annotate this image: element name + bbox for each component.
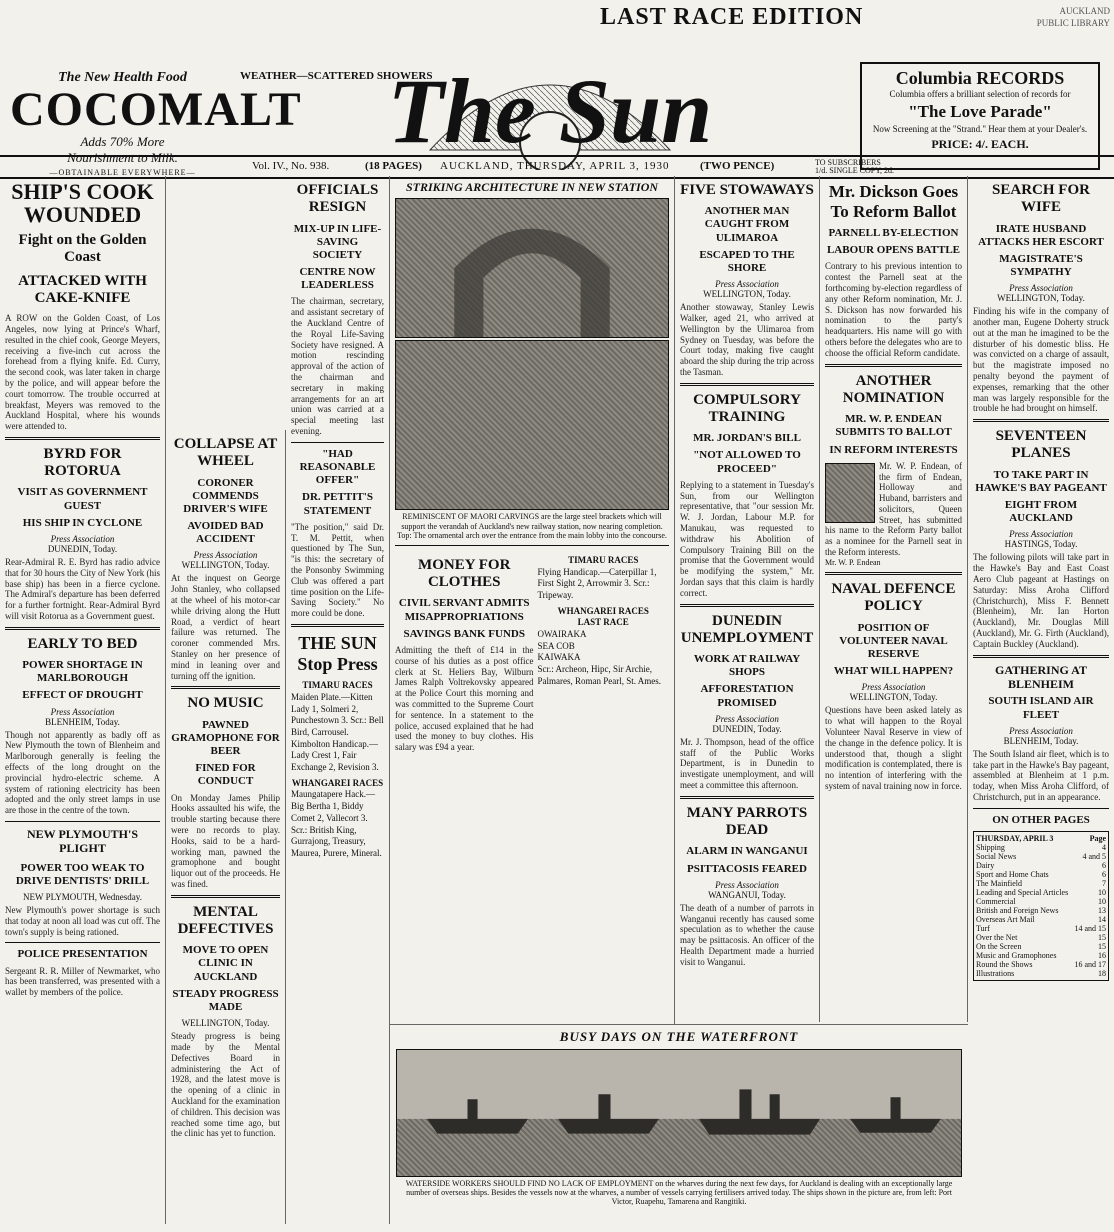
article-text: Mr. J. Thompson, head of the office staff of the Public Works Department, is in Dunedin to investigate unemployment, and will meet a committee this afternoon. (680, 736, 814, 791)
race-result: KAIWAKA (537, 652, 581, 663)
column-6 (820, 176, 968, 1022)
cocomalt-claim-2: Nourishment to Milk. (67, 150, 178, 165)
race-result: Kimbolton Handicap.—Lady Crest 1, Fair Exchange 2, Revision 3. (291, 738, 379, 773)
column-1 (0, 176, 166, 1224)
press-credit: Press Association (715, 279, 779, 290)
index-row (976, 924, 1106, 933)
press-credit: Press Association (50, 706, 115, 717)
masthead-logo (300, 30, 800, 170)
money-for-clothes-story (395, 551, 537, 753)
article-text: Finding his wife in the company of another man, Eugene Doherty struck out at the man he imagined to be the disturber of his domestic bliss. He was convicted on a charge of assault, but the magistrate imposed no penalty beyond the payment of expenses, remarking that the other man was largely responsible for the trouble he had brought on himself. (973, 306, 1109, 414)
index-row (976, 843, 1106, 852)
index-page: 13 (1098, 905, 1106, 915)
divider (680, 383, 814, 386)
arch-icon (396, 199, 668, 337)
index-row (976, 897, 1106, 906)
race-card (291, 680, 384, 774)
subhead: ALARM IN WANGANUI (686, 845, 808, 858)
cocomalt-tagline: The New Health Food (58, 70, 187, 85)
column-7 (968, 176, 1114, 1224)
divider (680, 796, 814, 799)
race-result: Maungatapere Hack.—Big Bertha 1, Biddy Comet 2, Vallecort 3. Scr.: British King, Gurrajong, Treasury, Maurea, Purere, Mineral. (291, 789, 382, 858)
photo-header: STRIKING ARCHITECTURE IN NEW STATION (405, 180, 659, 194)
dateline: BLENHEIM, Today. (1003, 735, 1079, 746)
stop-press-header: THE SUN Stop Press (297, 632, 378, 674)
subhead: MIX-UP IN LIFE-SAVING SOCIETY (293, 222, 382, 261)
index-page: 7 (1102, 878, 1106, 888)
waterfront-caption: WATERSIDE WORKERS SHOULD FIND NO LACK OF EMPLOYMENT on the wharves during the next few days, for Auckland is dealing with an exceptionally large number of overseas ships. Besides the vessels now at the wharves, a number of vessels carrying fertilisers arrived today. The ships shown in the picture are, from left: Port Victor, Ruapehu, Tamarena and Rangitiki. (405, 1178, 953, 1206)
photo-caption: REMINISCENT OF MAORI CARVINGS are the large steel brackets which will support the verandah of Auckland's new railway station, now nearing completion. Top: The ornamental arch over the entrance from the main lobby into the concourse. (397, 512, 667, 540)
divider (973, 808, 1109, 809)
press-credit: Press Association (50, 534, 115, 545)
issue-date: AUCKLAND, THURSDAY, APRIL 3, 1930 (440, 160, 670, 172)
race-result: Scr.: Archeon, Hipc, Sir Archie, Palmares, Roman Pearl, St. Ames. (537, 664, 661, 686)
headline-dunedin-unemployment: DUNEDIN UNEMPLOYMENT (680, 612, 814, 646)
ships-icon (397, 1050, 961, 1176)
index-page: 18 (1098, 968, 1106, 978)
dateline: WELLINGTON, Today. (703, 289, 791, 300)
index-row (976, 906, 1106, 915)
index-date: THURSDAY, APRIL 3 (976, 833, 1054, 843)
subhead: POWER SHORTAGE IN MARLBOROUGH (22, 659, 143, 685)
article-text: The South Island air fleet, which is to take part in the Hawke's Bay pageant, assembled at Blenheim at 1 p.m. today, when Miss Aroha Clifford, of Christchurch, put in an appearance. (973, 748, 1109, 802)
subhead: MOVE TO OPEN CLINIC IN AUCKLAND (182, 944, 269, 983)
subhead: SAVINGS BANK FUNDS (403, 627, 525, 640)
divider (825, 364, 962, 367)
index-section: Social News (976, 851, 1017, 861)
divider (395, 545, 669, 546)
index-page-label: Page (1089, 833, 1106, 843)
divider (171, 895, 280, 898)
subhead: STEADY PROGRESS MADE (172, 987, 279, 1014)
index-section: On the Screen (976, 941, 1022, 951)
headline-seventeen-planes: SEVENTEEN PLANES (995, 428, 1087, 462)
dateline: WANGANUI, Today. (708, 889, 786, 900)
weather-forecast: WEATHER—SCATTERED SHOWERS (240, 70, 433, 82)
edition-label: LAST RACE EDITION (600, 4, 864, 30)
dateline: BLENHEIM, Today. (45, 716, 120, 727)
press-credit: Press Association (715, 713, 779, 724)
subhead: MR. JORDAN'S BILL (693, 432, 801, 445)
article-text: Sergeant R. R. Miller of Newmarket, who has been transferred, was presented with a wallet by members of the police. (5, 965, 160, 998)
article-text: "The position," said Dr. T. M. Pettit, when questioned by The Sun, "is this: the secretary of the Ponsonby Swimming Club was offered a part time position on the Life-Saving Society." No more could be done. (291, 521, 384, 619)
subhead: "HAD REASONABLE OFFER" (299, 447, 376, 487)
index-row (976, 870, 1106, 879)
article-text: Steady progress is being made by the Mental Defectives Board in administering the Act of 1928, and the latest move is the opening of a clinic in Auckland for the examination of children. This decision was reached some time ago, but the clinic has yet to function. (171, 1031, 280, 1139)
press-credit: Press Association (1009, 725, 1073, 736)
columbia-price: PRICE: 4/. EACH. (931, 136, 1029, 151)
columbia-screening: Now Screening at the "Strand." Hear them at your Dealer's. (872, 123, 1088, 134)
headline-dickson-2: To Reform Ballot (830, 201, 957, 221)
headline-five-stowaways: FIVE STOWAWAYS (680, 182, 814, 198)
headline-collapse-at-wheel: COLLAPSE AT WHEEL (173, 436, 278, 470)
dateline: WELLINGTON, Today. (181, 1018, 270, 1029)
article-text: On Monday James Philip Hooks assaulted his wife, the trouble starting because there were no records to play. Hooks, said to be a hard-working man, pawned the gramophone and bought liquor out of the proceeds. He was fined. (171, 792, 280, 889)
subhead: AVOIDED BAD ACCIDENT (187, 520, 264, 546)
other-pages-table (976, 834, 1106, 978)
columbia-product: RECORDS (976, 68, 1065, 88)
index-section: Leading and Special Articles (976, 887, 1069, 897)
index-page: 16 and 17 (1074, 959, 1106, 969)
index-section: British and Foreign News (976, 905, 1059, 915)
index-row (976, 915, 1106, 924)
subhead: EFFECT OF DROUGHT (22, 689, 143, 702)
dateline: DUNEDIN, Today. (712, 723, 782, 734)
issue-price: (TWO PENCE) (700, 160, 775, 172)
article-text: Admitting the theft of £14 in the course of his duties as a post office clerk at St. Heliers Bay, Wilburn James Ralph Voltrekovsky appeared at the Police Court this morning and was committed to the Supreme Court for sentence. In a statement to the police, accused explained that he had used the money to buy clothes. His salary was £94 a year. (395, 645, 534, 753)
race-card (537, 606, 669, 688)
press-credit: Press Association (861, 682, 926, 693)
race-card-title: TIMARU RACES (302, 680, 373, 691)
subhead: "NOT ALLOWED TO PROCEED" (693, 449, 801, 475)
index-row (976, 861, 1106, 870)
race-card-title: TIMARU RACES (568, 554, 639, 565)
index-page: 10 (1098, 887, 1106, 897)
index-row (976, 933, 1106, 942)
divider (680, 604, 814, 607)
subhead: ESCAPED TO THE SHORE (699, 248, 795, 274)
index-page: 4 and 5 (1082, 851, 1106, 861)
subhead: POWER TOO WEAK TO DRIVE DENTISTS' DRILL (15, 861, 150, 887)
subhead: MR. W. P. ENDEAN SUBMITS TO BALLOT (835, 413, 952, 439)
other-pages-title: ON OTHER PAGES (992, 813, 1090, 826)
article-text: Replying to a statement in Tuesday's Sun, from our Wellington representative, that "our session Mr. W. J. Jordan, Labour M.P. for Manukau, was requested to withdraw his Abolition of Compulsory Training Bill on the promise that the Government would be modifying the system," Mr. Jordan says that this claim is hardly correct. (680, 479, 814, 598)
index-section: Shipping (976, 842, 1005, 852)
column-3 (286, 176, 390, 1224)
headline-no-music: NO MUSIC (187, 695, 264, 712)
article-text: The following pilots will take part in the Hawke's Bay and East Coast Aero Club pageant at Hastings on Saturday: Miss Aroha Clifford (Christchurch), Miss F. Bennett (Blenheim), Mr. Ian Horton (Auckland), Mr. Douglas Mill (Auckland), Mr. G. Firth (Auckland), Captain Buckley (Auckland). (973, 552, 1109, 649)
headline-police-presentation: POLICE PRESENTATION (17, 948, 148, 961)
index-row (976, 888, 1106, 897)
page-count: (18 PAGES) (365, 160, 422, 172)
race-card (537, 555, 669, 602)
press-credit: Press Association (715, 879, 779, 890)
subhead: LABOUR OPENS BATTLE (826, 244, 961, 257)
divider (171, 686, 280, 689)
waterfront-feature (390, 1024, 968, 1225)
station-arch-photo (395, 198, 669, 338)
subhead: Fight on the Golden Coast (18, 232, 147, 266)
index-section: Music and Gramophones (976, 950, 1057, 960)
subhead: CIVIL SERVANT ADMITS MISAPPROPRIATIONS (398, 597, 530, 623)
index-page: 15 (1098, 932, 1106, 942)
index-page: 10 (1098, 896, 1106, 906)
divider (5, 821, 160, 822)
divider (973, 655, 1109, 658)
subhead: IN REFORM INTERESTS (829, 443, 958, 456)
index-page: 4 (1102, 842, 1106, 852)
subhead: WORK AT RAILWAY SHOPS (693, 653, 801, 679)
headline-many-parrots-dead: MANY PARROTS DEAD (686, 804, 808, 839)
index-page: 14 and 15 (1074, 923, 1106, 933)
subhead: TO TAKE PART IN HAWKE'S BAY PAGEANT (975, 468, 1107, 494)
article-text: Rear-Admiral R. E. Byrd has radio advice that for 30 hours the City of New York (his base ship) has been in a fierce cyclone. The Admiral's departure has been deferred for a further fortnight. Rear-Admiral Byrd will visit Rotorua as a Government guest. (5, 557, 160, 621)
race-card-title: WHANGAREI RACES (557, 605, 649, 616)
headline-naval-defence: NAVAL DEFENCE POLICY (831, 581, 956, 615)
waterfront-header: BUSY DAYS ON THE WATERFRONT (559, 1029, 799, 1044)
dateline: DUNEDIN, Today. (47, 544, 118, 555)
race-card-title: WHANGAREI RACES (291, 777, 384, 788)
article-text: Mr. W. P. Endean, of the firm of Endean, Holloway and Huband, barristers and solicitors, Queen Street, has submitted his name to the Reform Party ballot as a nominee for the Parnell seat in the Reform interests. (825, 460, 962, 558)
race-result: Flying Handicap.—Caterpillar 1, First Sight 2, Arrowmir 3. Scr.: Tripeway. (537, 566, 657, 601)
headline-new-plymouth: NEW PLYMOUTH'S PLIGHT (26, 826, 139, 855)
subhead: PSITTACOSIS FEARED (687, 862, 807, 875)
article-text: Though not apparently as badly off as New Plymouth the town of Blenheim and Marlborough generally is feeling the effects of the long drought on the provincial hydro-electric scheme. A system of rationing electricity has been adopted and the only street lamps in use are those in the centre of the town. (5, 729, 160, 816)
other-pages-index (973, 831, 1109, 981)
headline-byrd: BYRD FOR ROTORUA (43, 445, 122, 480)
press-credit: Press Association (193, 550, 258, 561)
subhead: CENTRE NOW LEADERLESS (299, 266, 376, 292)
subhead: PAWNED GRAMOPHONE FOR BEER (171, 718, 280, 758)
subhead: WHAT WILL HAPPEN? (833, 665, 954, 678)
index-row (976, 879, 1106, 888)
subhead: VISIT AS GOVERNMENT GUEST (17, 486, 148, 512)
headline-money-for-clothes: MONEY FOR CLOTHES (418, 556, 511, 591)
column-5 (675, 176, 820, 1022)
divider (973, 419, 1109, 422)
index-page: 15 (1098, 941, 1106, 951)
headline-officials-resign: OFFICIALS RESIGN (296, 182, 379, 216)
headline-mental-defectives: MENTAL DEFECTIVES (177, 903, 274, 938)
carved-brackets-photo (395, 340, 669, 510)
subhead: HIS SHIP IN CYCLONE (22, 516, 143, 529)
headline-early-to-bed: EARLY TO BED (27, 635, 138, 652)
waterfront-photo (396, 1049, 962, 1177)
article-text: Contrary to his previous intention to contest the Parnell seat at the forthcoming by-election regardless of any other Reform nomination, Mr. J. S. Dickson has now forwarded his nomination to the party's headquarters. His name will go with others before the delegates who are to choose the official Reform candidate. (825, 261, 962, 358)
index-section: Dairy (976, 860, 995, 870)
race-card (291, 778, 384, 860)
dateline: WELLINGTON, Today. (849, 692, 938, 703)
index-page: 6 (1102, 860, 1106, 870)
race-card-subtitle: LAST RACE (577, 617, 629, 628)
divider (825, 572, 962, 575)
race-result: SEA COB (537, 640, 575, 651)
subhead: FINED FOR CONDUCT (195, 762, 256, 788)
article-text: At the inquest on George John Stanley, who collapsed at the wheel of his motor-car while driving along the Hutt Road, a verdict of heart failure was returned. The coroner commended Mrs. Stanley on her presence of mind in leaning over and turning off the ignition. (171, 573, 280, 681)
article-text: The chairman, secretary, and assistant secretary of the Auckland Centre of the Royal Life-Saving Society have resigned. A motion rescinding approval of the action of the chairman and secretary in making arrangements for an art union was carried at a special meeting last evening. (291, 296, 384, 436)
headline-ships-cook: SHIP'S COOK WOUNDED (11, 179, 154, 228)
library-stamp: AUCKLAND PUBLIC LIBRARY (1036, 6, 1110, 28)
article-text: New Plymouth's power shortage is such that today at noon all load was cut off. The town's supply is being rationed. (5, 904, 160, 937)
columbia-brand: Columbia RECORDS (895, 68, 1065, 88)
race-results-box (537, 551, 669, 692)
index-row (976, 852, 1106, 861)
subhead: IRATE HUSBAND ATTACKS HER ESCORT (978, 222, 1104, 248)
index-page: 14 (1098, 914, 1106, 924)
cocomalt-brand: COCOMALT (10, 83, 302, 136)
subhead: ATTACKED WITH CAKE-KNIFE (18, 272, 147, 306)
index-section: Turf (976, 923, 990, 933)
article-text: Another stowaway, Stanley Lewis Walker, aged 21, who arrived at Wellington by the Ulimaroa from Sydney on Tuesday, was before the Court today, making five caught aboard the ship during the trip across the Tasman. (680, 302, 814, 377)
index-section: Commercial (976, 896, 1016, 906)
index-row (976, 969, 1106, 978)
cocomalt-claim-1: Adds 70% More (80, 134, 165, 149)
index-page: 16 (1098, 950, 1106, 960)
race-result: Maiden Plate.—Kitten Lady 1, Solmeri 2, Punchestown 3. Scr.: Bell Bird, Carrousel. (291, 691, 384, 738)
headline-dickson: Mr. Dickson Goes (828, 182, 959, 201)
divider (291, 624, 384, 627)
subhead: SOUTH ISLAND AIR FLEET (988, 695, 1094, 721)
masthead-title: The Sun (387, 60, 713, 162)
dateline: HASTINGS, Today. (1004, 539, 1078, 550)
subhead: MAGISTRATE'S SYMPATHY (999, 252, 1083, 279)
columbia-ad (860, 62, 1100, 170)
index-row (976, 960, 1106, 969)
press-credit: Press Association (1009, 529, 1073, 540)
portrait-caption: Mr. W. P. Endean (825, 557, 881, 567)
subhead: CORONER COMMENDS DRIVER'S WIFE (183, 476, 268, 515)
headline-search-for-wife: SEARCH FOR WIFE (992, 182, 1090, 216)
dateline: NEW PLYMOUTH, Wednesday. (23, 891, 142, 902)
article-text: A ROW on the Golden Coast, of Los Angeles, now lying at Prince's Wharf, resulted in the chief cook, George Meyers, receiving a five-inch cut across the forehead from a flying knife. Ed. Curry, the second cook, was later taken in charge by the police, and will appear before the court tomorrow. The trouble occurred at breakfast, Meyers was removed to the Auckland Hospital, where his wounds were attended to. (5, 313, 160, 432)
headline-gathering-at-blenheim: GATHERING AT BLENHEIM (995, 662, 1087, 692)
divider (5, 627, 160, 630)
divider (291, 442, 384, 443)
index-section: Over the Net (976, 932, 1018, 942)
headline-another-nomination: ANOTHER NOMINATION (842, 372, 945, 406)
endean-portrait (825, 463, 875, 523)
article-text: Questions have been asked lately as to what will happen to the Royal Volunteer Naval Reserve in view of the change in the defence policy. It is understood that, though a slight modification is contemplated, there is no intention of interfering with the system of naval training now in force. (825, 705, 962, 791)
index-row (976, 951, 1106, 960)
race-result: OWAIRAKA (537, 629, 587, 640)
columbia-title: "The Love Parade" (908, 101, 1052, 121)
article-text: The death of a number of parrots in Wanganui recently has caused some speculation as to whether the cause may be psittacosis. An officer of the Health Department made a hurried visit to Wanganui. (680, 902, 814, 967)
columbia-offer: Columbia offers a brilliant selection of records for (889, 89, 1071, 99)
index-row (976, 942, 1106, 951)
cocomalt-footer: —OBTAINABLE EVERYWHERE— (49, 168, 196, 177)
subhead: AFFORESTATION PROMISED (700, 683, 794, 709)
press-credit: Press Association (1009, 283, 1073, 294)
index-section: The Mainfield (976, 878, 1022, 888)
column-2 (166, 430, 286, 1224)
index-section: Sport and Home Chats (976, 869, 1049, 879)
volume-number: Vol. IV., No. 938. (252, 160, 330, 172)
dateline: WELLINGTON, Today. (181, 560, 270, 571)
subhead: POSITION OF VOLUNTEER NAVAL RESERVE (839, 621, 948, 660)
index-section: Overseas Art Mail (976, 914, 1035, 924)
index-page: 6 (1102, 869, 1106, 879)
headline-compulsory-training: COMPULSORY TRAINING (693, 391, 801, 426)
subhead: PARNELL BY-ELECTION (828, 227, 959, 240)
subhead: DR. PETTIT'S STATEMENT (302, 491, 373, 517)
dateline: WELLINGTON, Today. (997, 293, 1085, 304)
subhead: EIGHT FROM AUCKLAND (1004, 499, 1078, 525)
index-section: Illustrations (976, 968, 1015, 978)
subhead: ANOTHER MAN CAUGHT FROM ULIMAROA (704, 205, 790, 244)
divider (5, 942, 160, 943)
index-section: Round the Shows (976, 959, 1033, 969)
divider (5, 437, 160, 440)
subscriber-rates: TO SUBSCRIBERS 1/d. SINGLE COPY, 2d. (815, 158, 894, 175)
